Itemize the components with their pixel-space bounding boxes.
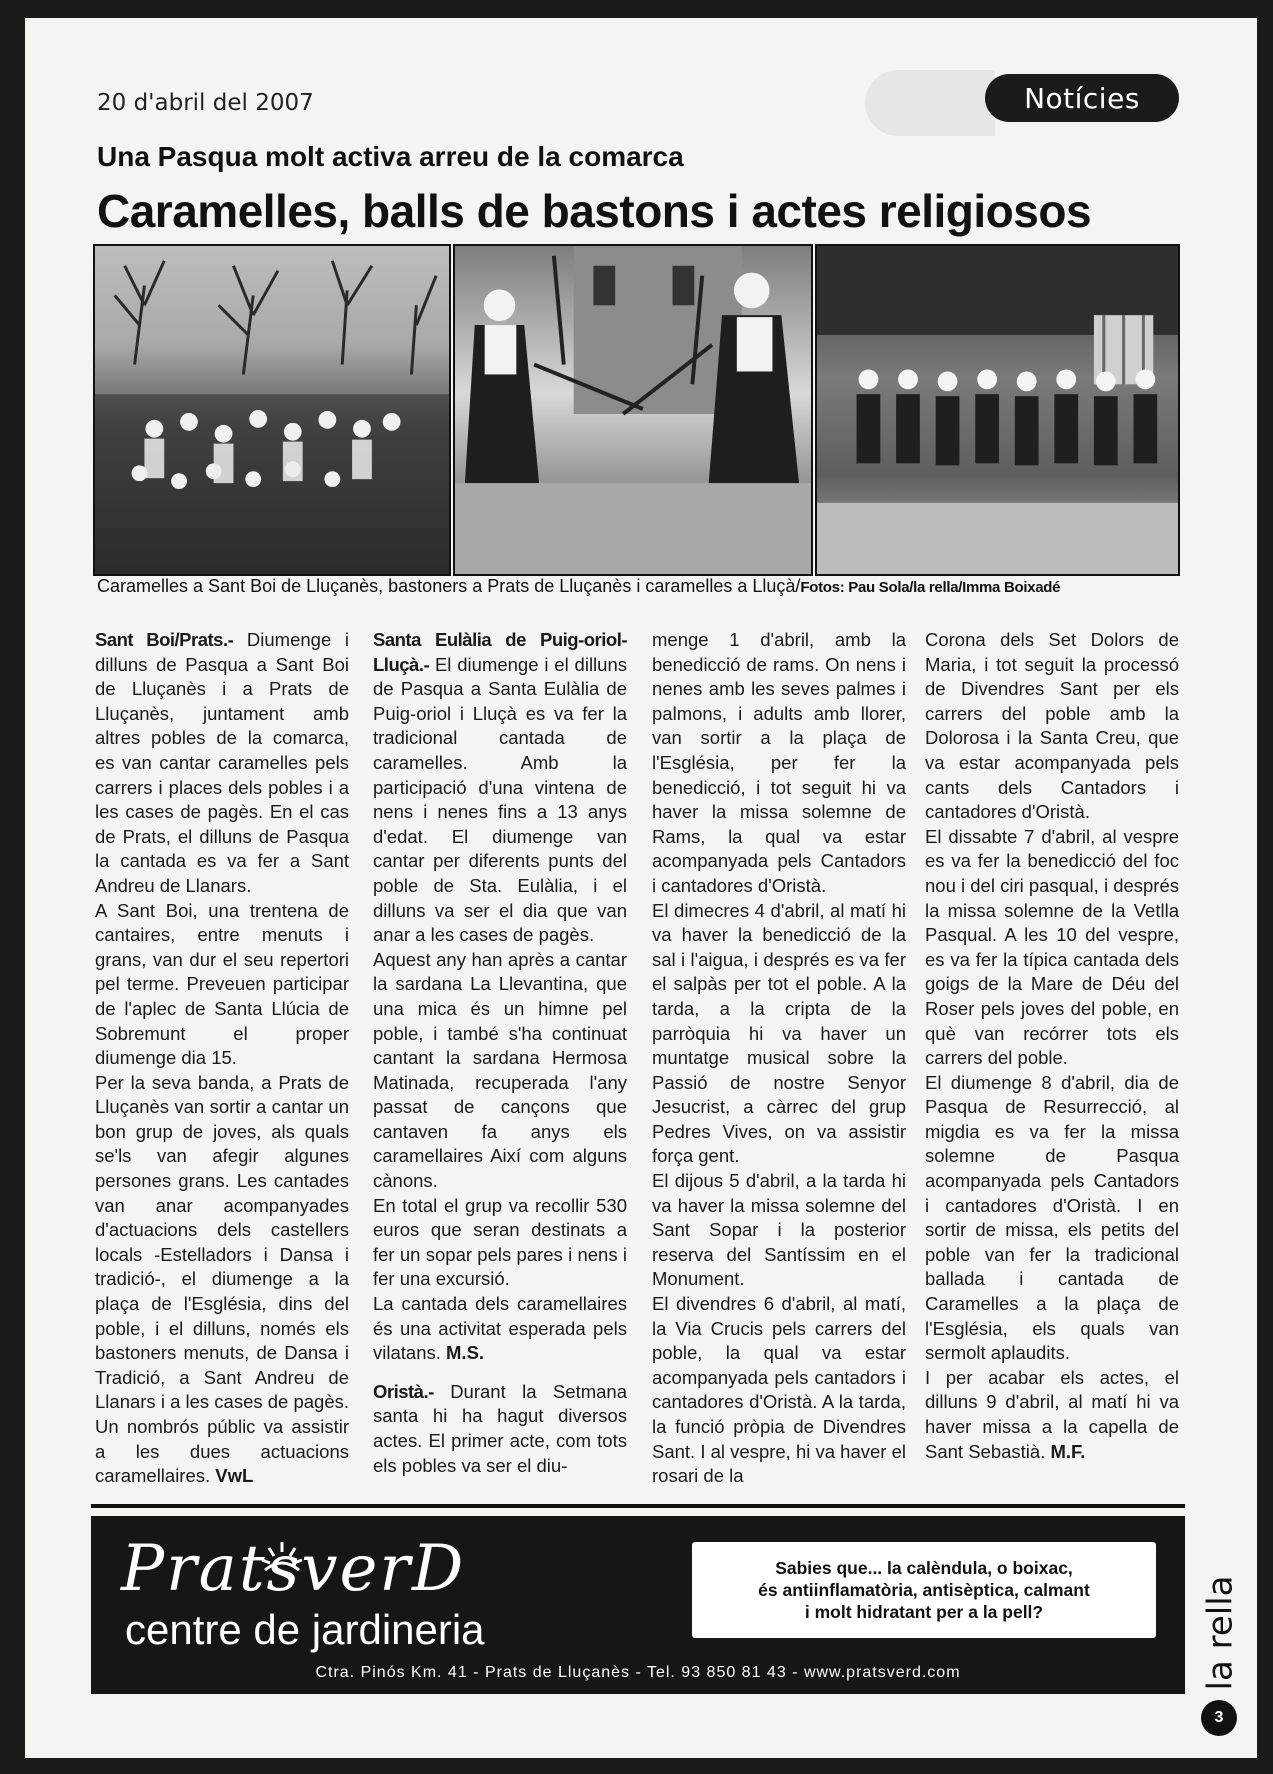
paragraph: El dijous 5 d'abril, a la tarda hi va haver la missa solemne del Sant Sopar i la posterior reserva del Santíssim en el Monument. [652,1170,906,1290]
ad-brand-logo: PratsverD [121,1532,466,1606]
paragraph: El divendres 6 d'abril, al matí, la Via Crucis pels carrers del poble, la qual va estar acompanyada pels cantadors i cantadores d'Oristà. A la tarda, la funció pròpia de Divendres Sant. I al vespre, hi va haver el rosari de la [652,1293,906,1487]
place-lead: Santa Eulàlia de Puig-oriol-Lluçà.- [373,629,627,675]
section-tab-shadow [865,70,995,136]
ad-tip-box [692,1542,1156,1638]
article-column-1 [95,628,349,1489]
author-signature: VwL [215,1465,254,1487]
issue-date: 20 d'abril del 2007 [97,90,314,116]
paragraph: Aquest any han après a cantar la sardana La Llevantina, que una mica és un himne pel poble, i també s'ha continuat cantant la sardana Hermosa Matinada, recuperada l'any passat de cançons que cantaven fa anys els caramellaires Així com alguns cànons. [373,948,627,1192]
ad-contact-line: Ctra. Pinós Km. 41 - Prats de Lluçanès - Tel. 93 850 81 43 - www.pratsverd.com [315,1664,961,1681]
publication-name: la rella [1200,1575,1240,1691]
article-headline: Caramelles, balls de bastons i actes religiosos [97,185,1092,237]
caption-text: Caramelles a Sant Boi de Lluçanès, bastoners a Prats de Lluçanès i caramelles a Lluçà/ [97,576,801,596]
photo-caramelles-sant-boi [93,244,451,576]
article-column-2 [373,628,627,1478]
paragraph: En total el grup va recollir 530 euros que seran destinats a fer un sopar pels pares i nens i fer una excursió. [373,1194,627,1290]
ad-tip-text: Sabies que... la calèndula, o boixac, és antiinflamatòria, antisèptica, calmant i molt hidratant per a la pell? [758,1558,1090,1622]
paragraph: Oristà.- Durant la Setmana santa hi ha hagut diversos actes. El primer acte, com tots els pobles va ser el diu- [373,1380,627,1476]
author-signature: M.F. [1050,1440,1086,1462]
sun-icon [259,1536,305,1582]
photo-caption [97,576,1177,597]
article-kicker: Una Pasqua molt activa arreu de la comarca [97,141,684,172]
paragraph: La cantada dels caramellaires és una activitat esperada pels vilatans. M.S. [373,1293,627,1364]
ad-subtitle: centre de jardineria [125,1606,485,1653]
paragraph: Sant Boi/Prats.- Diumenge i dilluns de Pasqua a Sant Boi de Lluçanès i a Prats de Lluçanès, juntament amb altres pobles de la comarca, es van cantar caramelles pels carrers i places dels pobles i a les cases de pagès. En el cas de Prats, el dilluns de Pasqua la cantada es va fer a Sant Andreu de Llanars. [95,629,350,896]
paragraph: menge 1 d'abril, amb la benedicció de rams. On nens i nenes amb les seves palmes i palmons, i adults amb llorer, van sortir a la plaça de l'Església, per fer la benedicció, i tot seguit hi va haver la missa solemne de Rams, la qual va estar acompanyada pels Cantadors i cantadores d'Oristà. [652,629,906,896]
article-column-4 [925,628,1179,1464]
section-label: Notícies [985,74,1179,122]
paragraph: A Sant Boi, una trentena de cantaires, entre menuts i grans, van dur el seu repertori pel terme. Preveuen participar de l'aplec de Santa Llúcia de Sobremunt el proper diumenge dia 15. [95,899,349,1069]
page-number: 3 [1201,1700,1237,1736]
place-lead: Sant Boi/Prats.- [95,629,234,650]
place-lead: Oristà.- [373,1380,434,1402]
photo-credit: Fotos: Pau Sola/la rella/Imma Boixadé [800,579,1061,596]
advertisement-pratsverd [91,1516,1185,1694]
paragraph: Per la seva banda, a Prats de Lluçanès van sortir a cantar un bon grup de joves, als quals se'ls van afegir algunes persones grans. Les cantades van anar acompanyades d'actuacions dels castellers locals -Estelladors i Dansa i tradició-, el diumenge a la plaça de l'Església, dins del poble, i el dilluns, només els bastoners menuts, de Dansa i Tradició, a Sant Andreu de Llanars i a les cases de pagès. Un nombrós públic va assistir a les dues actuacions caramellaires. VwL [95,1071,350,1487]
newspaper-page [25,18,1257,1758]
paragraph: El dissabte 7 d'abril, al vespre es va fer la benedicció del foc nou i del ciri pasqual, i després la missa solemne de la Vetlla Pasqual. A les 10 del vespre, es va fer la típica cantada dels goigs de la Mare de Déu del Roser pels joves del poble, en què van recórrer tots els carrers del poble. [925,825,1180,1069]
paragraph: Santa Eulàlia de Puig-oriol-Lluçà.- El diumenge i el dilluns de Pasqua a Santa Eulàlia de Puig-oriol i Lluçà es va fer la tradicional cantada de caramelles. Amb la participació d'una vintena de nens i nenes fins a 13 anys d'edat. El diumenge van cantar per diferents punts del poble de Sta. Eulàlia, i el dilluns va ser el dia que van anar a les cases de pagès. [373,629,627,946]
paragraph: I per acabar els actes, el dilluns 9 d'abril, al matí hi va haver missa a la capella de Sant Sebastià. M.F. [925,1366,1179,1462]
author-signature: M.S. [446,1342,485,1364]
paragraph: Corona dels Set Dolors de Maria, i tot seguit la processó de Divendres Sant per els carrers del poble amb la Dolorosa i la Santa Creu, que va estar acompanyada pels cants dels Cantadors i cantadores d'Oristà. [925,629,1179,823]
divider-rule [91,1504,1185,1508]
photo-bastoners-prats [453,244,813,576]
photo-caramelles-lluca [815,244,1180,576]
paragraph: El dimecres 4 d'abril, al matí hi va haver la benedicció de la sal i l'aigua, i després es va fer el salpàs per tot el poble. A la tarda, a la cripta de la parròquia hi va haver un muntatge musical sobre la Passió de nostre Senyor Jesucrist, a càrrec del grup Pedres Vives, on va assistir força gent. [652,899,906,1167]
article-column-3 [652,628,906,1489]
paragraph: El diumenge 8 d'abril, dia de Pasqua de Resurrecció, al migdia es va fer la missa solemne de Pasqua acompanyada pels Cantadors i cantadores d'Oristà. I en sortir de missa, els petits del poble van fer la tradicional ballada i cantada de Caramelles a la plaça de l'Església, els quals van sermolt aplaudits. [925,1071,1179,1364]
